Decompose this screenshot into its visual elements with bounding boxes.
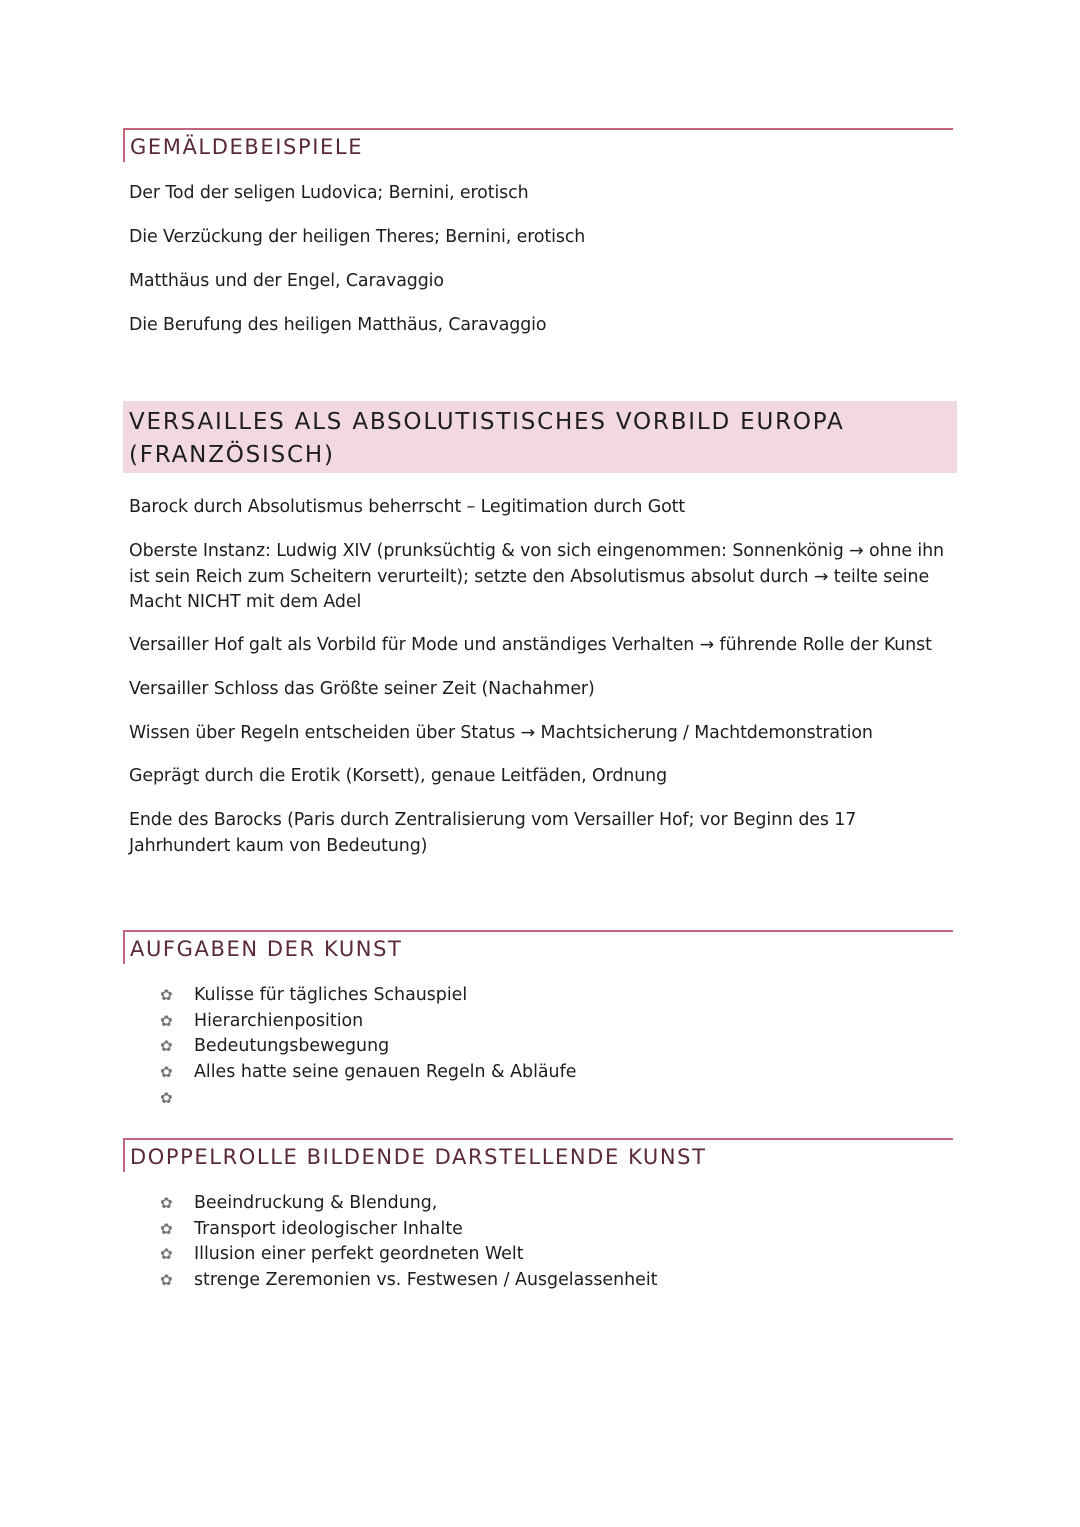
list-item-empty xyxy=(160,1086,576,1112)
paragraph: Matthäus und der Engel, Caravaggio xyxy=(129,271,444,291)
paragraph: Versailler Schloss das Größte seiner Zeit (Nachahmer) xyxy=(129,679,595,699)
paragraph: Geprägt durch die Erotik (Korsett), genaue Leitfäden, Ordnung xyxy=(129,766,668,786)
paragraph: Versailler Hof galt als Vorbild für Mode und anständiges Verhalten → führende Rolle der Kunst xyxy=(129,635,932,655)
paragraph: Wissen über Regeln entscheiden über Status → Machtsicherung / Machtdemonstration xyxy=(129,723,873,743)
banner-heading-line2: (FRANZÖSISCH) xyxy=(129,442,335,468)
section-heading-aufgaben xyxy=(123,930,953,964)
paragraph: Der Tod der seligen Ludovica; Bernini, erotisch xyxy=(129,183,529,203)
flower-bullet-icon: ✿ xyxy=(160,1063,173,1082)
list-item: ✿ Kulisse für tägliches Schauspiel xyxy=(160,983,576,1009)
list-item: ✿ Beeindruckung & Blendung, xyxy=(160,1191,657,1217)
section-heading-doppelrolle xyxy=(123,1138,953,1172)
bullet-list-doppelrolle xyxy=(160,1191,657,1294)
paragraph: Barock durch Absolutismus beherrscht – Legitimation durch Gott xyxy=(129,497,686,517)
paragraph: Die Berufung des heiligen Matthäus, Caravaggio xyxy=(129,315,547,335)
section-banner-versailles xyxy=(123,401,957,473)
heading-text: DOPPELROLLE BILDENDE DARSTELLENDE KUNST xyxy=(130,1145,707,1169)
flower-bullet-icon: ✿ xyxy=(160,1271,173,1290)
flower-bullet-icon: ✿ xyxy=(160,986,173,1004)
bullet-list-aufgaben xyxy=(160,983,576,1111)
list-item: ✿ Alles hatte seine genauen Regeln & Abläufe xyxy=(160,1060,576,1086)
flower-bullet-icon: ✿ xyxy=(160,1245,173,1264)
heading-text: GEMÄLDEBEISPIELE xyxy=(130,135,364,159)
flower-bullet-icon: ✿ xyxy=(160,1194,173,1212)
list-item: ✿ Bedeutungsbewegung xyxy=(160,1034,576,1060)
flower-bullet-icon: ✿ xyxy=(160,1011,173,1030)
list-item: ✿ Illusion einer perfekt geordneten Welt xyxy=(160,1242,657,1268)
list-item: ✿ strenge Zeremonien vs. Festwesen / Ausgelassenheit xyxy=(160,1268,657,1294)
banner-heading-line1: VERSAILLES ALS ABSOLUTISTISCHES VORBILD EUROPA xyxy=(129,409,845,435)
heading-text: AUFGABEN DER KUNST xyxy=(130,937,403,961)
banner-heading xyxy=(129,406,845,472)
flower-bullet-icon: ✿ xyxy=(160,1088,173,1107)
paragraph: Ende des Barocks (Paris durch Zentralisierung vom Versailler Hof; vor Beginn des 17 Jahrhundert kaum von Bedeutung) xyxy=(129,810,857,856)
list-item: ✿ Hierarchienposition xyxy=(160,1009,576,1035)
flower-bullet-icon: ✿ xyxy=(160,1037,173,1056)
paragraph: Oberste Instanz: Ludwig XIV (prunksüchtig & von sich eingenommen: Sonnenkönig → ohne ihn ist sein Reich zum Scheitern verurteilt); setzte den Absolutismus absolut durch → teilte seine Macht NICHT mit dem Adel xyxy=(129,541,944,612)
section-heading-gemaeldebeispiele xyxy=(123,128,953,162)
list-item: ✿ Transport ideologischer Inhalte xyxy=(160,1217,657,1243)
flower-bullet-icon: ✿ xyxy=(160,1219,173,1238)
paragraph: Die Verzückung der heiligen Theres; Bernini, erotisch xyxy=(129,227,586,247)
